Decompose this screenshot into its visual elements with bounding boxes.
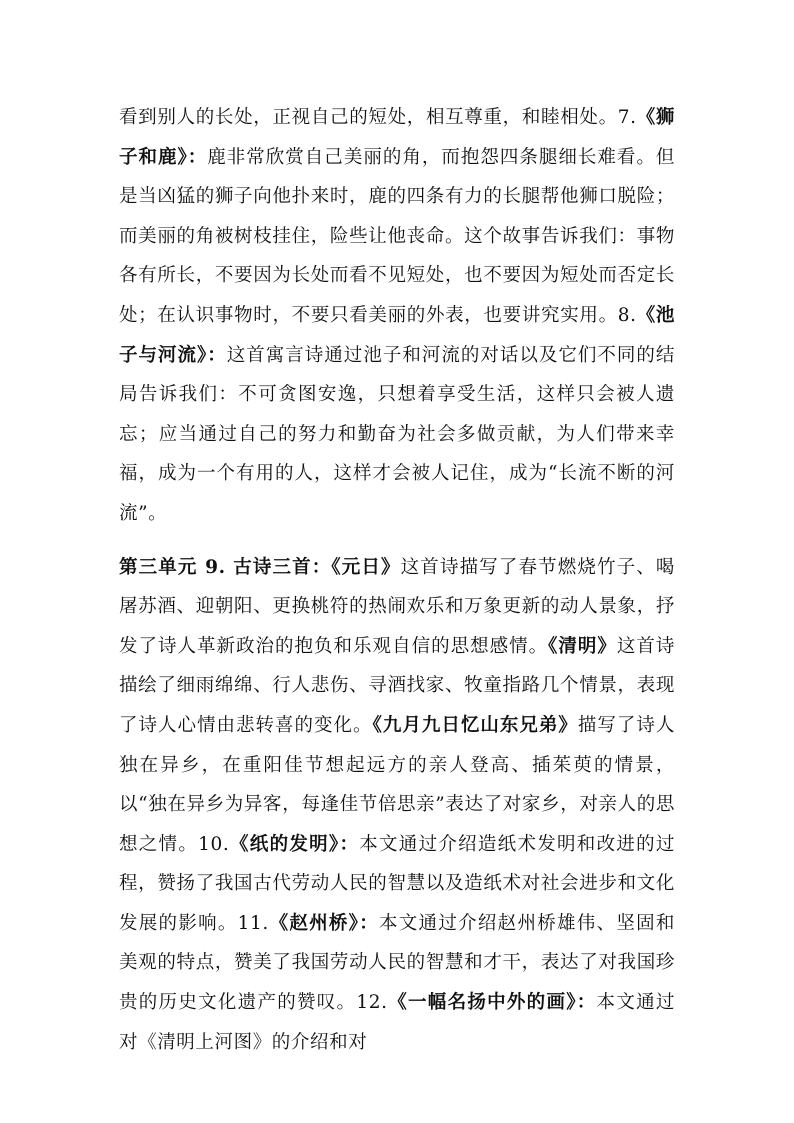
document-page	[119, 98, 675, 1062]
text-segment: 本文通过介绍赵州桥雄伟、坚固和美观的特点，赞美了我国劳动人民的智慧和才干，表达了对我国珍贵的历史文化遗产的赞叹。12.	[119, 912, 675, 1014]
poem-title-yuanri: 《元日》	[331, 556, 401, 578]
lesson-title-yifu-hua: 《一幅名扬中外的画》：	[387, 992, 597, 1014]
lesson-title-chizi-yu-heliu: 《池子与河流》：	[119, 304, 676, 366]
poem-title-qingming: 《清明》	[548, 635, 617, 657]
text-segment: 鹿非常欣赏自己美丽的角，而抱怨四条腿细长难看。但是当凶猛的狮子向他扑来时，鹿的四条有力的长腿帮他狮口脱险；而美丽的角被树枝挂住，险些让他丧命。这个故事告诉我们：事物各有所长，不要因为长处而看不见短处，也不要因为短处而否定长处；在认识事物时，不要只看美丽的外表，也要讲究实用。8.	[119, 146, 675, 326]
text-segment: 描写了诗人独在异乡，在重阳佳节想起远方的亲人登高、插茱萸的情景，以“独在异乡为异客，每逢佳节倍思亲”表达了对家乡，对亲人的思想之情。10.	[119, 714, 675, 855]
lesson-title-zhi-de-faming: 《纸的发明》：	[229, 833, 360, 855]
text-segment: 看到别人的长处，正视自己的短处，相互尊重，和睦相处。7.	[119, 107, 637, 128]
text-segment: 本文通过对《清明上河图》的介绍和对	[119, 992, 675, 1053]
lesson-title-shizi-he-lu: 《狮子和鹿》：	[119, 107, 676, 168]
lesson-title-zhaozhou-qiao: 《赵州桥》：	[268, 912, 379, 934]
poem-title-jiuyue-jiuri: 《九月九日忆山东兄弟》	[372, 714, 578, 736]
paragraph-unit-3	[119, 548, 675, 1063]
unit-heading: 第三单元 9. 古诗三首：	[119, 556, 332, 578]
text-segment: 这首寓言诗通过池子和河流的对话以及它们不同的结局告诉我们：不可贪图安逸，只想着享受生活，这样只会被人遗忘；应当通过自己的努力和勤奋为社会多做贡献，为人们带来幸福，成为一个有用的人，这样才会被人记住，成为“长流不断的河流”。	[119, 344, 675, 524]
text-segment: 本文通过介绍造纸术发明和改进的过程，赞扬了我国古代劳动人民的智慧以及造纸术对社会进步和文化发展的影响。11.	[119, 833, 676, 934]
text-segment: 这首诗描写了春节燃烧竹子、喝屠苏酒、迎朝阳、更换桃符的热闹欢乐和万象更新的动人景象，抒发了诗人革新政治的抱负和乐观自信的思想感情。	[119, 556, 676, 657]
paragraph-lessons-7-8	[119, 98, 675, 534]
text-segment: 这首诗描绘了细雨绵绵、行人悲伤、寻酒找家、牧童指路几个情景，表现了诗人心情由悲转喜的变化。	[119, 635, 676, 736]
